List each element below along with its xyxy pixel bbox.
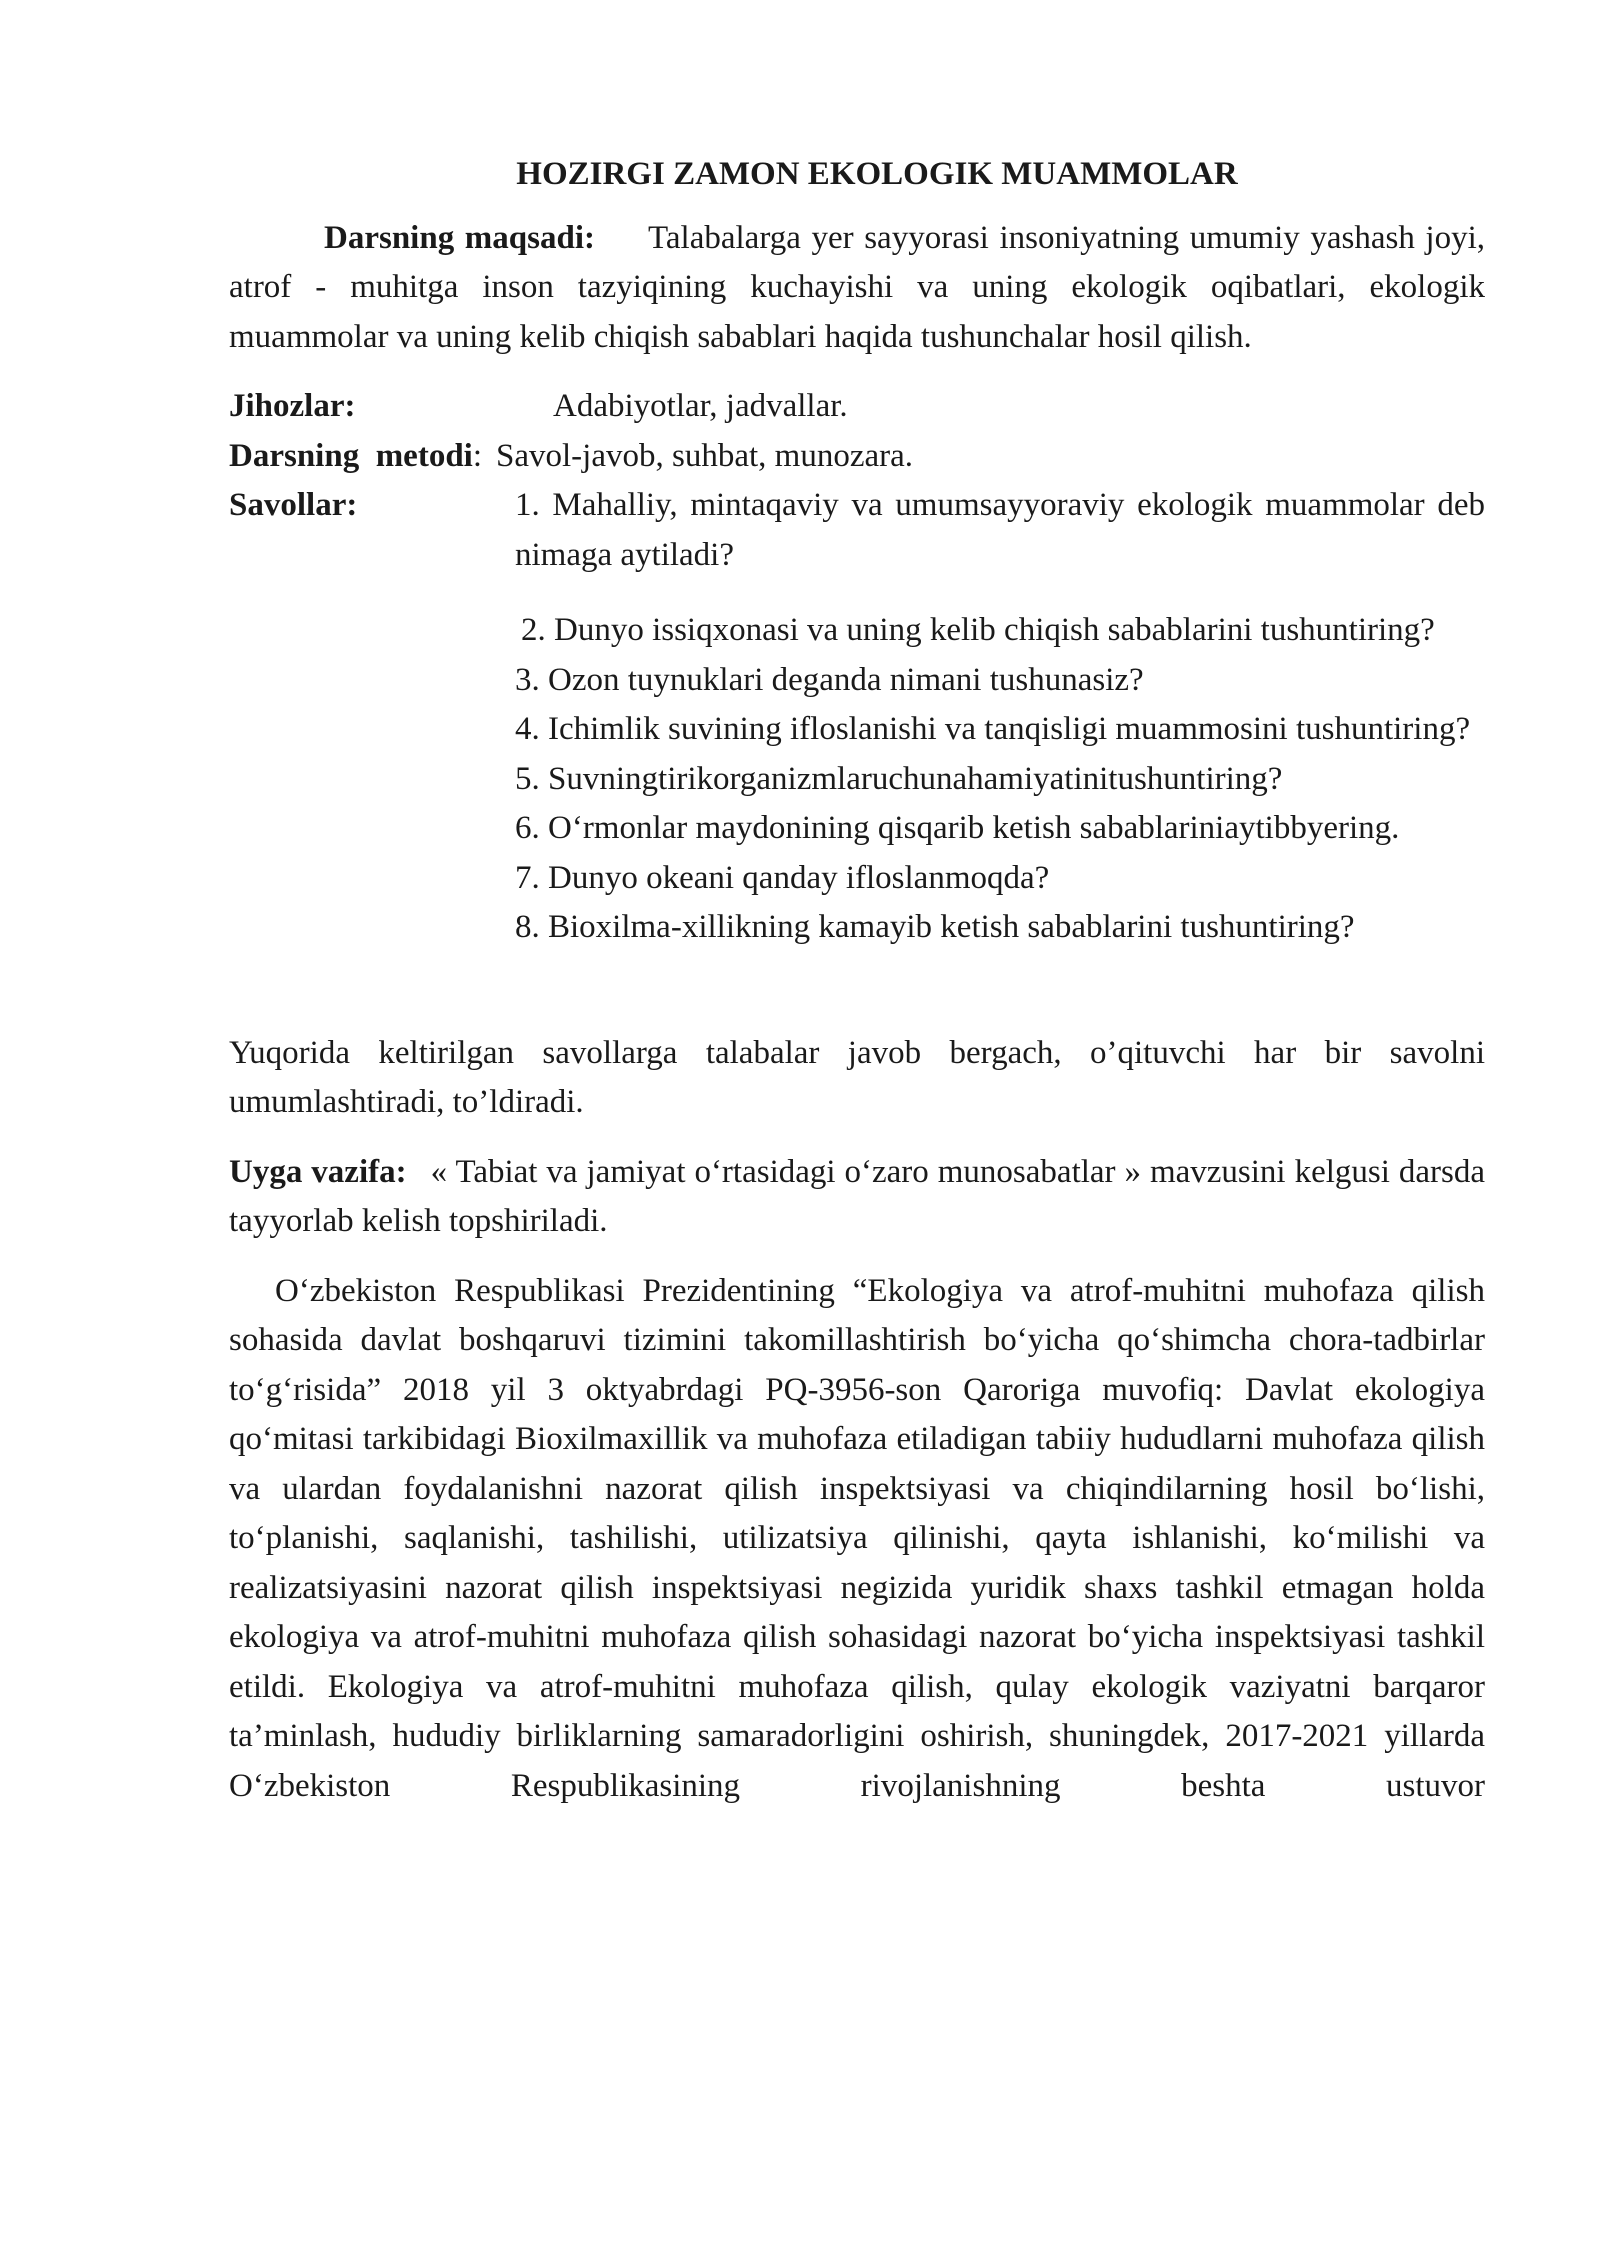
equipment-text: Adabiyotlar, jadvallar. <box>553 388 848 424</box>
question-item: 5. Suvningtirikorganizmlaruchunahamiyatinitushuntiring? <box>515 760 1283 797</box>
method-text: Savol-javob, suhbat, munozara. <box>496 437 913 474</box>
questions-label: Savollar: <box>229 487 358 523</box>
document-page <box>229 150 1485 1811</box>
equipment-row <box>229 382 1485 432</box>
lesson-goal-paragraph <box>229 214 1485 363</box>
decree-paragraph: O‘zbekiston Respublikasi Prezidentining “Ekologiya va atrof-muhitni muhofaza qilish sohasida davlat boshqaruvi tizimini takomillashtirish bo‘yicha qo‘shimcha chora-tadbirlar to‘g‘risida” 2018 yil 3 oktyabrdagi PQ-3956-son Qaroriga muvofiq: Davlat ekologiya qo‘mitasi tarkibidagi Bioxilmaxillik va muhofaza etiladigan tabiiy hududlarni muhofaza qilish va ulardan foydalanishni nazorat qilish inspektsiyasi va chiqindilarning hosil bo‘lishi, to‘planishi, saqlanishi, tashilishi, utilizatsiya qilinishi, qayta ishlanishi, ko‘milishi va realizatsiyasini nazorat qilish inspektsiyasi negizida yuridik shaxs tashkil etmagan holda ekologiya va atrof-muhitni muhofaza qilish sohasidagi nazorat bo‘yicha inspektsiyasi tashkil etildi. Ekologiya va atrof-muhitni muhofaza qilish, qulay ekologik vaziyatni barqaror ta’minlash, hududiy birliklarning samaradorligini oshirish, shuningdek, 2017-2021 yillarda O‘zbekiston Respublikasining rivojlanishning beshta ustuvor <box>229 1272 1485 1804</box>
homework-label: Uyga vazifa: <box>229 1153 407 1190</box>
question-item: 6. O‘rmonlar maydonining qisqarib ketish sabablariniaytibbyering. <box>515 810 1400 846</box>
question-item: 8. Bioxilma-xillikning kamayib ketish sabablarini tushuntiring? <box>515 909 1355 945</box>
method-row <box>229 432 1485 482</box>
equipment-label: Jihozlar: <box>229 388 356 424</box>
question-item: 2. Dunyo issiqxonasi va uning kelib chiqish sabablarini tushuntiring? <box>521 612 1435 648</box>
homework-paragraph <box>229 1148 1485 1247</box>
homework-text: « Tabiat va jamiyat o‘rtasidagi o‘zaro munosabatlar » mavzusini kelgusi darsda tayyorlab kelish topshiriladi. <box>229 1153 1485 1239</box>
summary-paragraph: Yuqorida keltirilgan savollarga talabalar javob bergach, o’qituvchi har bir savolni umumlashtiradi, to’ldiradi. <box>229 1034 1485 1120</box>
question-item: 1. Mahalliy, mintaqaviy va umumsayyoraviy ekologik muammolar deb nimaga aytiladi? <box>515 487 1485 573</box>
document-title: HOZIRGI ZAMON EKOLOGIK MUAMMOLAR <box>516 156 1238 192</box>
question-item: 3. Ozon tuynuklari deganda nimani tushunasiz? <box>515 661 1144 698</box>
question-item: 4. Ichimlik suvining ifloslanishi va tanqisligi muammosini tushuntiring? <box>515 711 1471 747</box>
lesson-goal-label: Darsning maqsadi: <box>324 219 595 256</box>
questions-row <box>229 481 1485 953</box>
question-item: 7. Dunyo okeani qanday ifloslanmoqda? <box>515 859 1050 896</box>
method-label: Darsning metodi <box>229 437 473 474</box>
method-colon: : <box>472 437 483 474</box>
lesson-goal-text: Talabalarga yer sayyorasi insoniyatning umumiy yashash joyi, atrof - muhitga inson tazyiqining kuchayishi va uning ekologik oqibatlari, ekologik muammolar va uning kelib chiqish sabablari haqida tushunchalar hosil qilish. <box>229 219 1486 355</box>
questions-list <box>515 481 1485 953</box>
